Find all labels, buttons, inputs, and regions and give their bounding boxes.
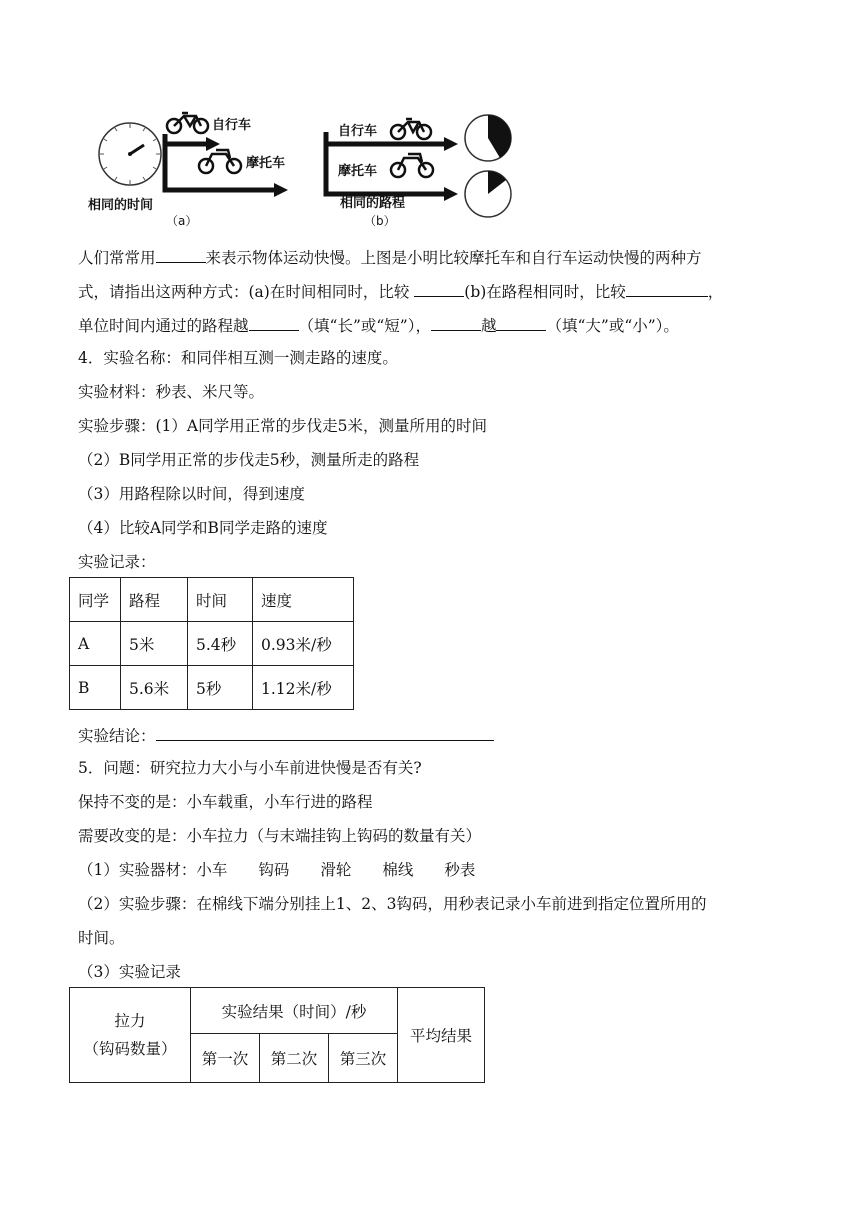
- table-row: [70, 622, 354, 666]
- q3-text: （填“大”或“小”）。: [546, 317, 679, 335]
- table-cell: B: [70, 666, 121, 710]
- table-cell: 5.4秒: [188, 622, 253, 666]
- average-header-cell: 平均结果: [398, 988, 485, 1083]
- fig-a-caption: 相同的时间: [88, 198, 154, 213]
- table-cell: 5米: [121, 622, 188, 666]
- table-row: [70, 578, 354, 622]
- fig-b-bike-label: 自行车: [338, 124, 378, 139]
- table-cell: 0.93米/秒: [253, 622, 354, 666]
- q3-text: 单位时间内通过的路程越: [78, 317, 249, 335]
- table-cell: A: [70, 622, 121, 666]
- pulling-force-table: [69, 987, 485, 1083]
- motion-comparison-figure: [88, 108, 528, 232]
- q4-materials: 实验材料：秒表、米尺等。: [78, 383, 265, 401]
- table-row: [70, 988, 485, 1034]
- q5-title: 5．问题：研究拉力大小与小车前进快慢是否有关?: [78, 759, 422, 777]
- q4-step-1: 实验步骤：(1）A同学用正常的步伐走5米，测量所用的时间: [78, 417, 487, 435]
- fig-a-bike-label: 自行车: [212, 118, 252, 133]
- q5-constant: 保持不变的是：小车载重，小车行进的路程: [78, 793, 373, 811]
- trial-header-cell: 第三次: [329, 1034, 398, 1083]
- q3-text: ，: [707, 283, 724, 301]
- fig-a-tag: （a）: [166, 214, 198, 228]
- q4-step-3: （3）用路程除以时间，得到速度: [78, 485, 305, 503]
- bicycle-icon: [391, 119, 431, 139]
- answer-blank[interactable]: [156, 724, 494, 741]
- table-header-cell: 时间: [188, 578, 253, 622]
- answer-blank[interactable]: [414, 280, 464, 297]
- q5-record-label: （3）实验记录: [78, 963, 181, 981]
- q4-conclusion-label: 实验结论：: [78, 727, 156, 745]
- answer-blank[interactable]: [496, 314, 546, 331]
- q3-text: 来表示物体运动快慢。上图是小明比较摩托车和自行车运动快慢的两种方: [205, 249, 702, 267]
- q4-title: 4．实验名称：和同伴相互测一测走路的速度。: [78, 349, 398, 367]
- answer-blank[interactable]: [431, 314, 481, 331]
- table-header-cell: 同学: [70, 578, 121, 622]
- fig-b-tag: （b）: [364, 214, 396, 228]
- q3-text: 式，请指出这两种方式：(a)在时间相同时，比较: [78, 283, 415, 301]
- q5-steps-line-1: （2）实验步骤：在棉线下端分别挂上1、2、3钩码，用秒表记录小车前进到指定位置所用的: [78, 895, 707, 913]
- q5-steps-line-2: 时间。: [78, 929, 125, 947]
- q3-text: 越: [480, 317, 497, 335]
- q4-step-4: （4）比较A同学和B同学走路的速度: [78, 519, 328, 537]
- q3-text: （填“长”或“短”），: [298, 317, 431, 335]
- fig-a-moto-label: 摩托车: [246, 156, 286, 171]
- q3-line-3: [78, 314, 679, 336]
- q3-line-2: [78, 280, 723, 302]
- motorcycle-icon: [391, 154, 433, 177]
- force-header-cell: [70, 988, 191, 1083]
- q5-equipment: （1）实验器材：小车 钩码 滑轮 棉线 秒表: [78, 861, 476, 879]
- trial-header-cell: 第一次: [191, 1034, 260, 1083]
- pie-clock-icon: [465, 171, 511, 217]
- q3-text: 人们常常用: [78, 249, 156, 267]
- q3-line-1: [78, 246, 702, 268]
- table-cell: 5秒: [188, 666, 253, 710]
- fig-b-moto-label: 摩托车: [338, 164, 378, 179]
- table-cell: 1.12米/秒: [253, 666, 354, 710]
- table-row: [70, 666, 354, 710]
- q4-step-2: （2）B同学用正常的步伐走5秒，测量所走的路程: [78, 451, 420, 469]
- table-cell: 5.6米: [121, 666, 188, 710]
- trial-header-cell: 第二次: [260, 1034, 329, 1083]
- table-header-cell: 速度: [253, 578, 354, 622]
- fig-b-caption: 相同的路程: [340, 196, 406, 211]
- q3-text: (b)在路程相同时，比较: [464, 283, 626, 301]
- answer-blank[interactable]: [626, 280, 708, 297]
- q4-conclusion: [78, 724, 494, 746]
- force-header-line-2: （钩码数量）: [83, 1040, 177, 1058]
- result-header-cell: 实验结果（时间）/秒: [191, 988, 398, 1034]
- answer-blank[interactable]: [249, 314, 299, 331]
- q4-record-label: 实验记录：: [78, 553, 156, 571]
- answer-blank[interactable]: [156, 246, 206, 263]
- motorcycle-icon: [199, 150, 241, 173]
- walking-speed-table: [69, 577, 354, 710]
- q5-change: 需要改变的是：小车拉力（与末端挂钩上钩码的数量有关）: [78, 827, 482, 845]
- clock-icon: [99, 123, 161, 185]
- pie-clock-icon: [465, 115, 511, 161]
- table-header-cell: 路程: [121, 578, 188, 622]
- bicycle-icon: [167, 113, 208, 133]
- figure-drawing: [88, 108, 528, 232]
- force-header-line-1: 拉力: [114, 1012, 146, 1030]
